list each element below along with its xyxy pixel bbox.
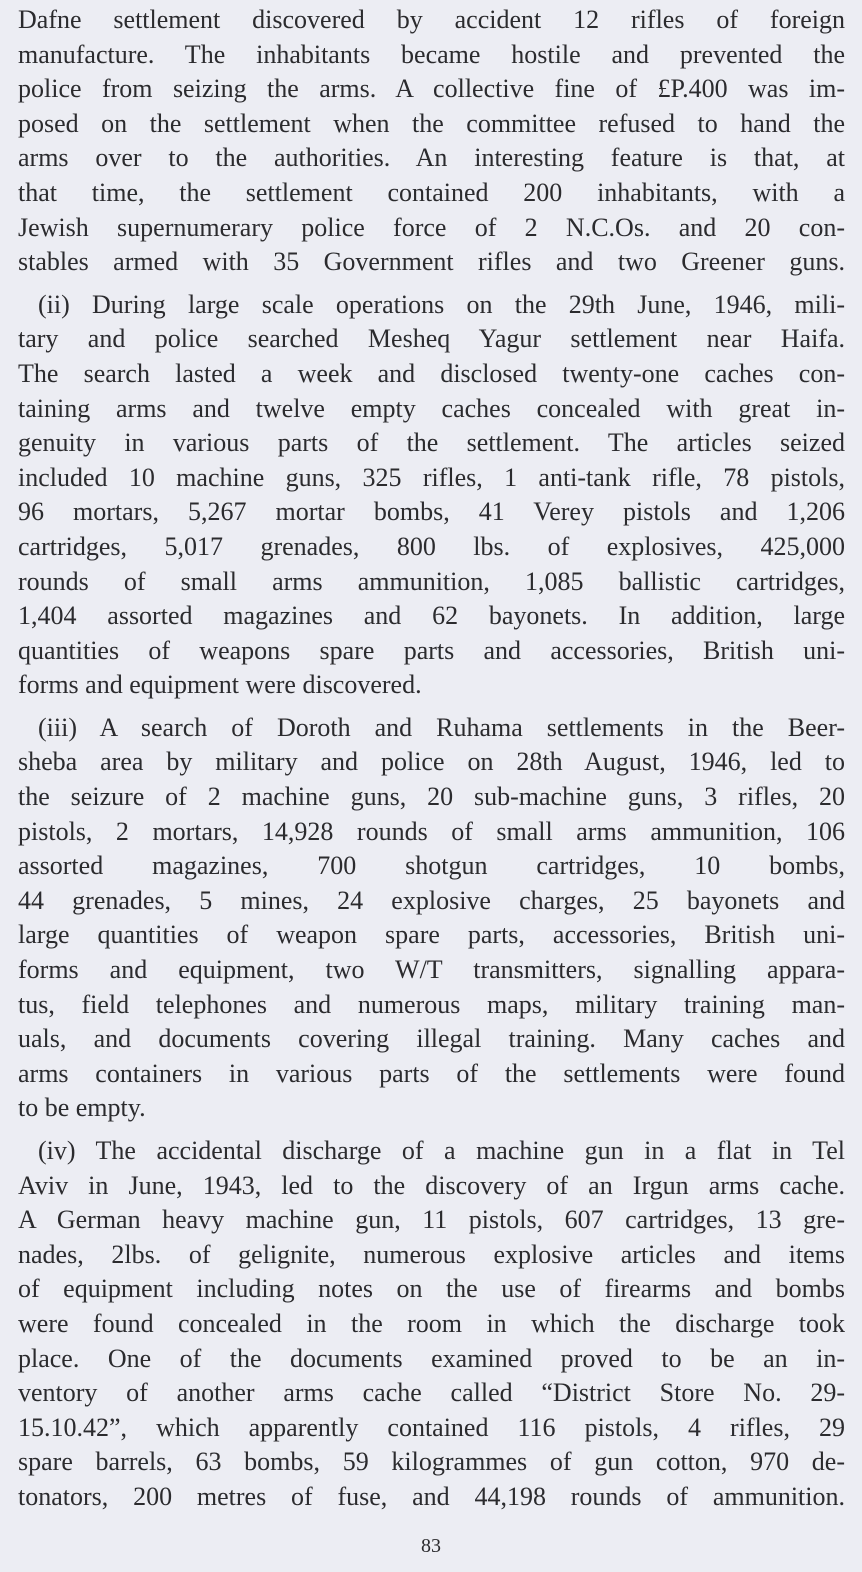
text-line: place. One of the documents examined proved to be an in- (18, 1343, 845, 1373)
text-line: the seizure of 2 machine guns, 20 sub-machine guns, 3 rifles, 20 (18, 782, 845, 812)
text-line: The search lasted a week and disclosed twenty-one caches con- (18, 358, 845, 388)
text-line: (iii) A search of Doroth and Ruhama settlements in the Beer- (38, 712, 845, 742)
text-line: Dafne settlement discovered by accident 12 rifles of foreign (18, 5, 845, 34)
paragraph (18, 288, 845, 703)
text-line: genuity in various parts of the settlement. The articles seized (18, 428, 845, 458)
text-line: forms and equipment were discovered. (18, 670, 422, 700)
text-line: large quantities of weapon spare parts, accessories, British uni- (18, 920, 845, 950)
text-line: 44 grenades, 5 mines, 24 explosive charges, 25 bayonets and (18, 885, 845, 915)
text-line: tus, field telephones and numerous maps, military training man- (18, 989, 845, 1019)
text-line: tary and police searched Mesheq Yagur settlement near Haifa. (18, 324, 845, 354)
text-line: 15.10.42”, which apparently contained 116 pistols, 4 rifles, 29 (18, 1412, 845, 1442)
text-line: that time, the settlement contained 200 inhabitants, with a (18, 177, 845, 207)
page-number: 83 (421, 1535, 441, 1557)
text-line: 96 mortars, 5,267 mortar bombs, 41 Verey pistols and 1,206 (18, 497, 845, 527)
text-line: police from seizing the arms. A collective fine of £P.400 was im- (18, 74, 845, 104)
paragraph (18, 3, 845, 280)
text-line: arms over to the authorities. An interesting feature is that, at (18, 143, 845, 173)
document-body (18, 3, 845, 1523)
text-line: taining arms and twelve empty caches concealed with great in- (18, 393, 845, 423)
text-line: 1,404 assorted magazines and 62 bayonets. In addition, large (18, 601, 845, 631)
text-line: sheba area by military and police on 28th August, 1946, led to (18, 747, 845, 777)
text-line: included 10 machine guns, 325 rifles, 1 anti-tank rifle, 78 pistols, (18, 462, 845, 492)
text-line: cartridges, 5,017 grenades, 800 lbs. of explosives, 425,000 (18, 531, 845, 561)
text-line: forms and equipment, two W/T transmitters, signalling appara- (18, 955, 845, 985)
text-line: uals, and documents covering illegal training. Many caches and (18, 1024, 845, 1054)
text-line: (iv) The accidental discharge of a machine gun in a flat in Tel (38, 1136, 845, 1165)
text-line: manufacture. The inhabitants became hostile and prevented the (18, 39, 845, 69)
text-line: stables armed with 35 Government rifles and two Greener guns. (18, 247, 845, 277)
text-line: pistols, 2 mortars, 14,928 rounds of small arms ammunition, 106 (18, 816, 845, 846)
text-line: were found concealed in the room in which the discharge took (18, 1308, 845, 1338)
text-line: assorted magazines, 700 shotgun cartridges, 10 bombs, (18, 851, 845, 881)
paragraph (18, 1134, 845, 1515)
text-line: Jewish supernumerary police force of 2 N.C.Os. and 20 con- (18, 212, 845, 242)
text-line: A German heavy machine gun, 11 pistols, 607 cartridges, 13 gre- (18, 1205, 845, 1235)
text-line: posed on the settlement when the committee refused to hand the (18, 108, 845, 138)
text-line: Aviv in June, 1943, led to the discovery of an Irgun arms cache. (18, 1170, 845, 1200)
text-line: tonators, 200 metres of fuse, and 44,198 rounds of ammunition. (18, 1481, 845, 1511)
text-line: arms containers in various parts of the settlements were found (18, 1058, 845, 1088)
text-line: ventory of another arms cache called “District Store No. 29- (18, 1378, 845, 1408)
text-line: rounds of small arms ammunition, 1,085 ballistic cartridges, (18, 566, 845, 596)
text-line: of equipment including notes on the use of firearms and bombs (18, 1274, 845, 1304)
text-line: to be empty. (18, 1093, 146, 1123)
text-line: (ii) During large scale operations on the 29th June, 1946, mili- (38, 289, 845, 319)
paragraph (18, 711, 845, 1126)
text-line: quantities of weapons spare parts and accessories, British uni- (18, 635, 845, 665)
text-line: spare barrels, 63 bombs, 59 kilogrammes of gun cotton, 970 de- (18, 1447, 845, 1477)
text-line: nades, 2lbs. of gelignite, numerous explosive articles and items (18, 1239, 845, 1269)
